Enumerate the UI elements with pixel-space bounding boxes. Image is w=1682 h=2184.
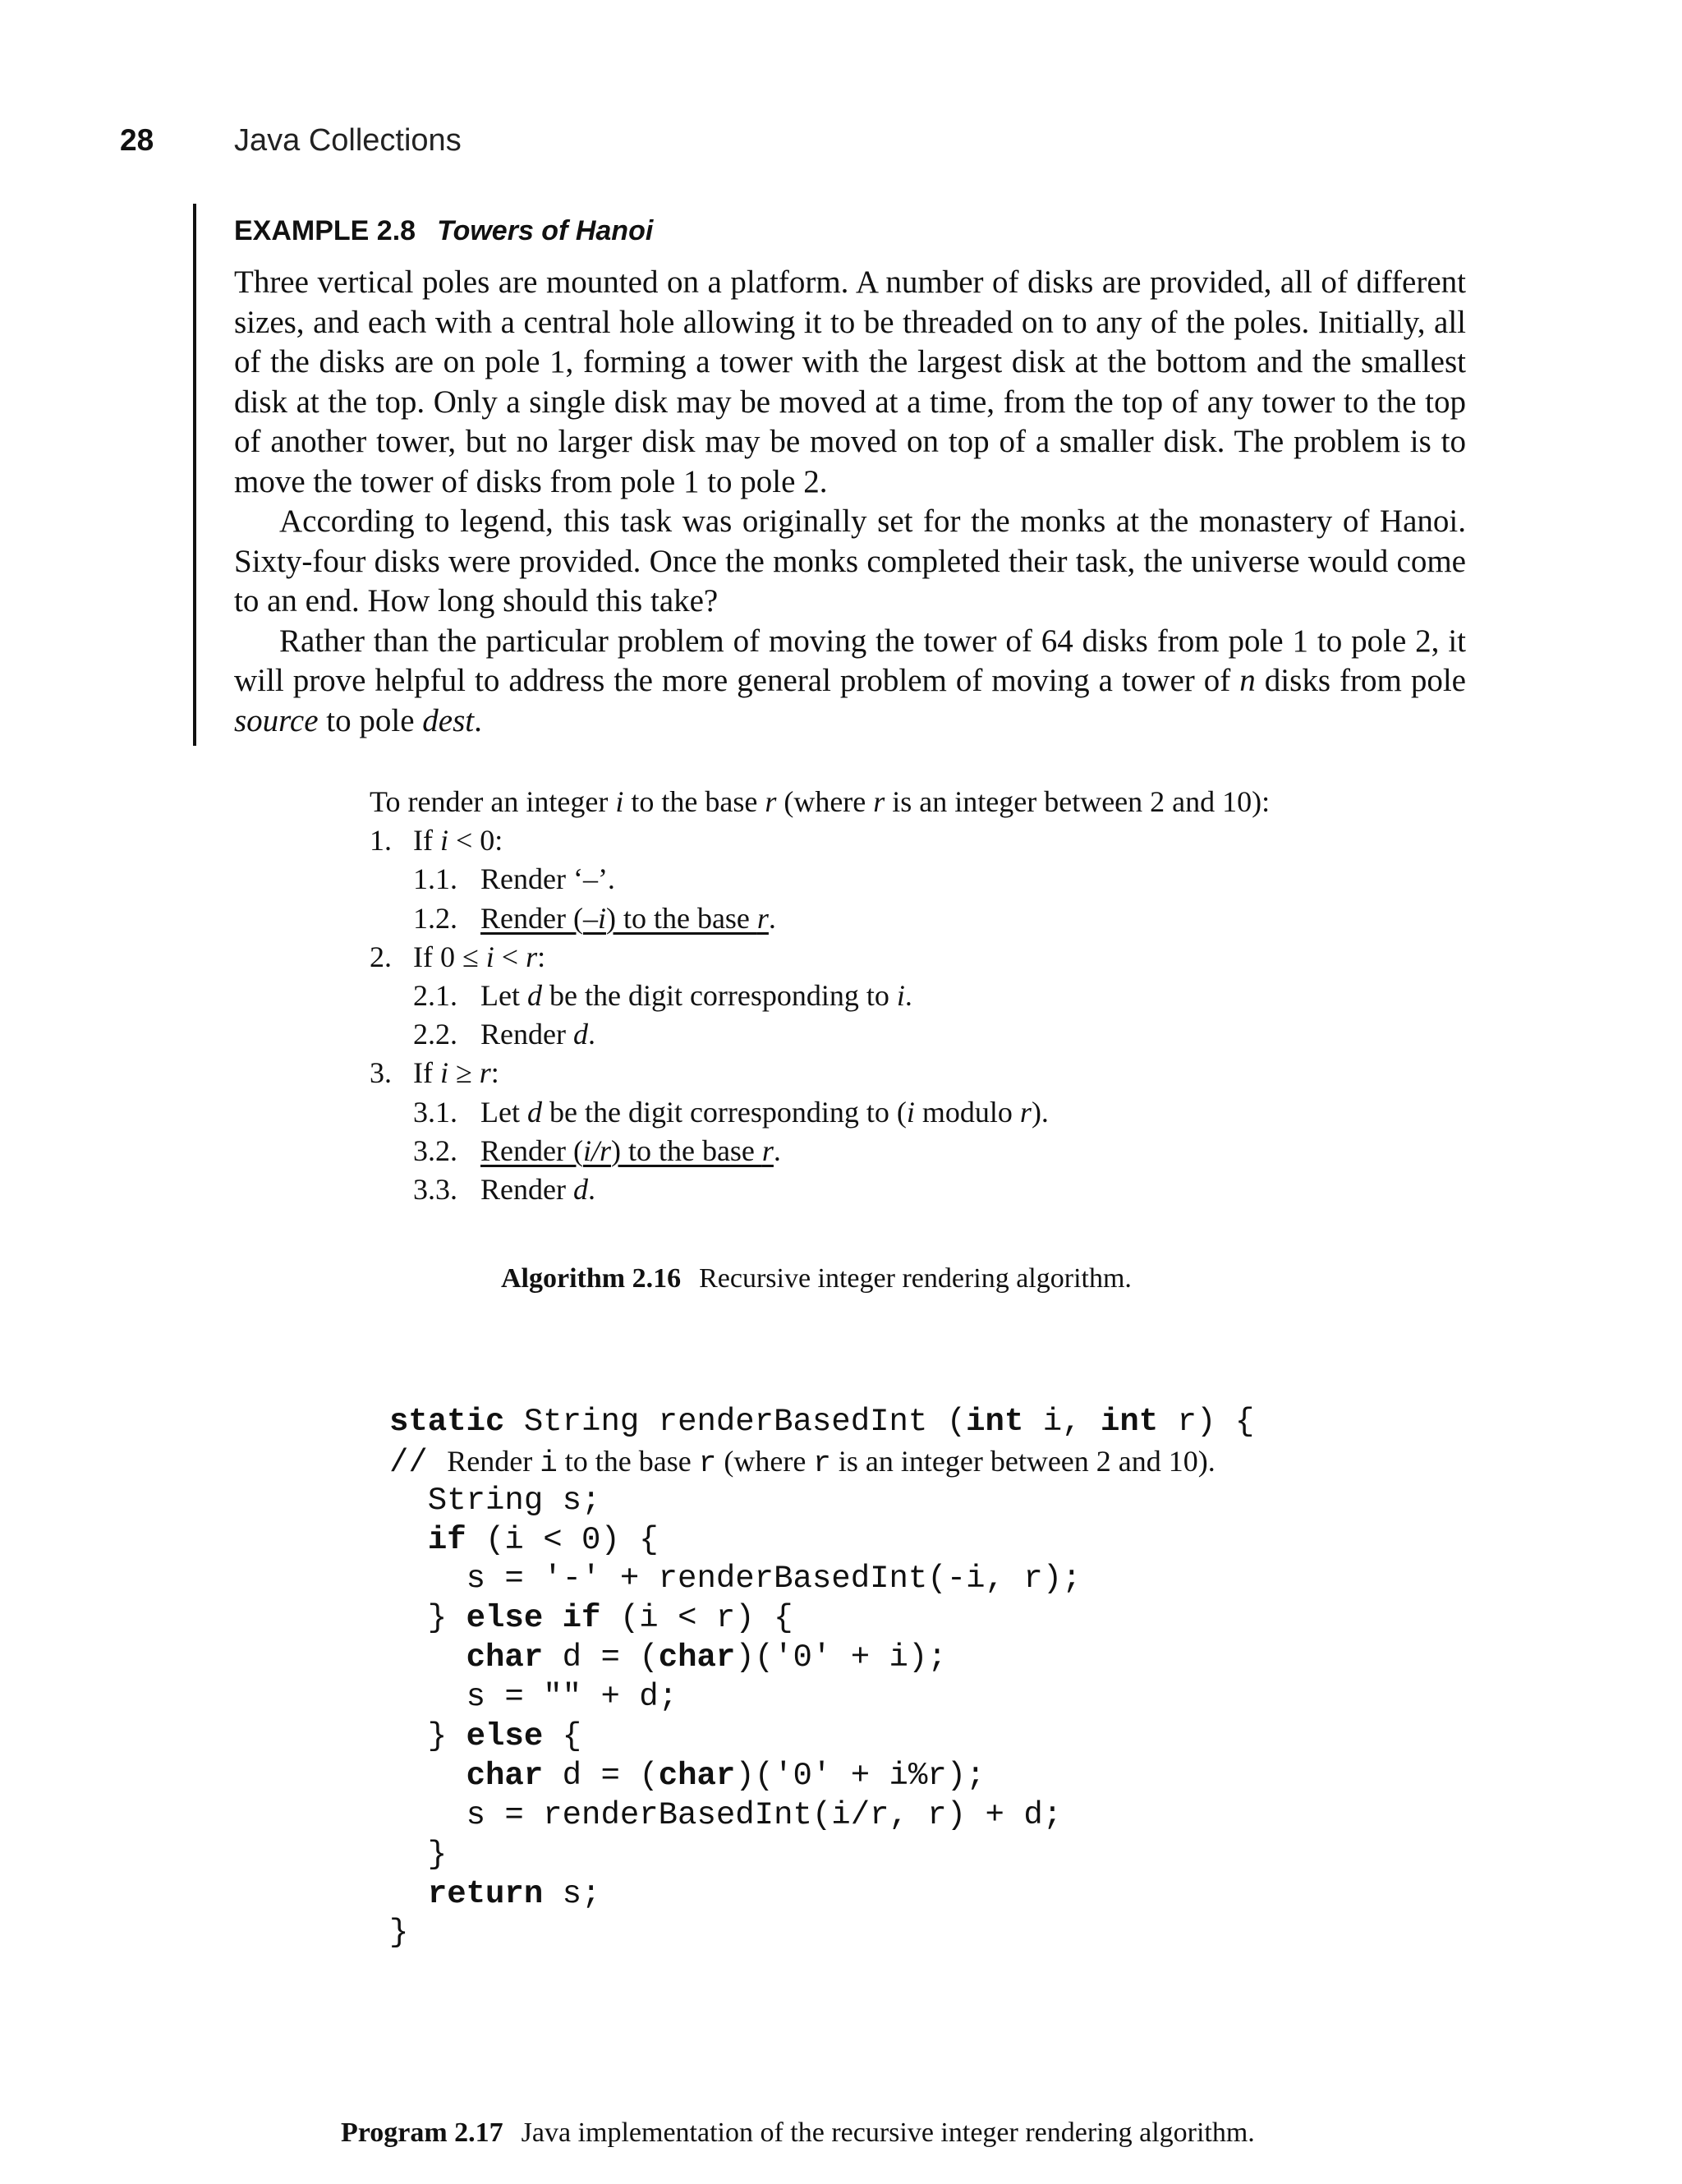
program-caption: [341, 2117, 1255, 2149]
keyword: int: [966, 1403, 1024, 1440]
text-run: To render an integer: [370, 785, 616, 818]
code-line: String s;: [389, 1482, 601, 1519]
math-var: r: [765, 785, 777, 818]
text-run: is an integer between 2 and 10):: [885, 785, 1271, 818]
code-line: }: [389, 1836, 448, 1873]
text-run: If: [413, 1056, 440, 1090]
math-var: n: [1239, 663, 1256, 698]
math-var: i/r: [582, 1133, 611, 1167]
algorithm-step-1-2: [370, 899, 1437, 938]
math-var: r: [873, 785, 885, 818]
math-var: d: [526, 979, 542, 1013]
code-text: s;: [543, 1875, 601, 1912]
text-run: modulo: [914, 1095, 1020, 1129]
keyword: char: [658, 1757, 736, 1794]
example-body: [234, 263, 1466, 741]
page-number: 28: [120, 123, 154, 157]
math-var: d: [572, 1173, 588, 1207]
math-var: dest: [422, 702, 475, 738]
algorithm-step-3-3: [370, 1170, 1437, 1209]
math-var: d: [526, 1095, 542, 1129]
math-var: i: [896, 979, 905, 1013]
math-var: –i: [582, 901, 606, 935]
math-var: i: [485, 940, 494, 973]
text-run: ) to the base: [610, 1133, 762, 1167]
text-run: ≥: [448, 1056, 480, 1090]
example-sidebar-rule: [193, 204, 196, 746]
step-number: 1.: [370, 824, 392, 858]
algorithm-intro: [370, 783, 1437, 821]
math-var: r: [756, 901, 769, 935]
code-line: [389, 1403, 1254, 1442]
code-line: s = '-' + renderBasedInt(-i, r);: [389, 1561, 1082, 1598]
comment-slashes: //: [389, 1444, 448, 1481]
code-line: [389, 1717, 1254, 1757]
text-run: Render: [480, 1018, 573, 1051]
algorithm-step-2: [370, 938, 1437, 977]
algorithm-step-3-2: [370, 1132, 1437, 1170]
code-text: )('0' + i%r);: [735, 1757, 986, 1794]
algorithm-step-2-1: [370, 977, 1437, 1015]
example-heading: [234, 215, 653, 247]
math-var: i: [439, 1056, 448, 1090]
code-text: }: [389, 1600, 466, 1637]
text-run: Render: [480, 1173, 573, 1207]
text-run: .: [768, 901, 776, 935]
text-run: <: [494, 940, 526, 973]
math-var: r: [479, 1056, 491, 1090]
example-title: Towers of Hanoi: [437, 215, 654, 246]
code-text: }: [389, 1718, 466, 1755]
text-run: :: [490, 1056, 499, 1090]
math-var: i: [906, 1095, 915, 1129]
text-run: ).: [1031, 1095, 1049, 1129]
step-number: 3.2.: [413, 1133, 457, 1167]
text-run: disks from pole: [1255, 663, 1466, 698]
text-run: Render (: [480, 901, 583, 935]
code-text: {: [543, 1718, 582, 1755]
text-run: .: [587, 1018, 595, 1051]
algorithm-step-2-2: [370, 1015, 1437, 1054]
keyword: char: [466, 1639, 544, 1676]
text-run: Let: [480, 1095, 527, 1129]
keyword: char: [466, 1757, 544, 1794]
keyword: if: [562, 1600, 601, 1637]
text-run: If 0 ≤: [413, 940, 486, 973]
code-line: [389, 1521, 1254, 1561]
step-number: 3.3.: [413, 1173, 457, 1207]
text-run: to the base: [557, 1444, 699, 1478]
text-run: :: [537, 940, 546, 973]
code-text: (i < 0) {: [466, 1521, 659, 1558]
code-comment: [447, 1445, 1216, 1478]
code-text: d = (: [543, 1639, 659, 1676]
code-line: [389, 1875, 1254, 1915]
text-run: Render: [447, 1444, 540, 1478]
code-line: [389, 1639, 1254, 1678]
step-number: 2.: [370, 940, 392, 973]
recursive-call-underlined: [480, 1134, 774, 1167]
text-run: Rather than the particular problem of moving the tower of 64 disks from pole 1 to pole 2, it will prove helpful to address the more general problem of moving a tower of: [234, 623, 1466, 698]
code-text: )('0' + i);: [735, 1639, 947, 1676]
text-run: Let: [480, 979, 527, 1013]
example-paragraph-3: [234, 622, 1466, 742]
step-number: 1.1.: [413, 862, 457, 896]
math-var: i: [615, 785, 624, 818]
code-text: String renderBasedInt (: [504, 1403, 967, 1440]
keyword: char: [658, 1639, 736, 1676]
text-run: .: [587, 1173, 595, 1207]
code-text: (i < r) {: [600, 1600, 793, 1637]
algorithm-caption: [501, 1263, 1132, 1294]
math-var: i: [439, 824, 448, 858]
keyword: else: [466, 1600, 544, 1637]
step-number: 2.2.: [413, 1018, 457, 1051]
step-number: 3.: [370, 1056, 392, 1090]
text-run: (where: [776, 785, 874, 818]
text-run: .: [474, 702, 482, 738]
algorithm-block: [370, 783, 1437, 1209]
caption-text: Java implementation of the recursive integer rendering algorithm.: [521, 2117, 1255, 2148]
text-run: (where: [716, 1444, 814, 1478]
text-run: to pole: [318, 702, 423, 738]
keyword: else: [466, 1718, 544, 1755]
running-head: Java Collections: [234, 123, 462, 158]
text-run: .: [773, 1133, 781, 1167]
code-line: s = "" + d;: [389, 1679, 678, 1716]
caption-text: Recursive integer rendering algorithm.: [699, 1263, 1132, 1294]
text-run: is an integer between 2 and 10).: [830, 1444, 1216, 1478]
algorithm-step-1-1: [370, 860, 1437, 899]
code-var: r: [698, 1446, 717, 1480]
code-line: }: [389, 1915, 409, 1952]
algorithm-step-3: [370, 1054, 1437, 1092]
text-run: If: [413, 824, 440, 858]
example-paragraph-1: Three vertical poles are mounted on a platform. A number of disks are provided, all of different sizes, and each with a central hole allowing it to be threaded on to any of the poles. Initially, all of the disks are on pole 1, forming a tower with the largest disk at the bottom and the smallest disk at the top. Only a single disk may be moved at a time, from the top of any tower to the top of another tower, but no larger disk may be moved on top of a smaller disk. The problem is to move the tower of disks from pole 1 to pole 2.: [234, 264, 1466, 499]
math-var: d: [572, 1018, 588, 1051]
math-var: r: [1019, 1095, 1032, 1129]
keyword: int: [1100, 1403, 1159, 1440]
algorithm-step-1: [370, 821, 1437, 860]
math-var: r: [761, 1133, 774, 1167]
algorithm-step-3-1: [370, 1093, 1437, 1132]
code-line: [389, 1757, 1254, 1796]
math-var: r: [526, 940, 538, 973]
text-run: Render (: [480, 1133, 583, 1167]
code-line: [389, 1599, 1254, 1639]
text-run: be the digit corresponding to (: [541, 1095, 907, 1129]
code-line: [389, 1442, 1254, 1482]
step-number: 3.1.: [413, 1095, 457, 1129]
text-run: .: [904, 979, 912, 1013]
step-number: 2.1.: [413, 979, 457, 1013]
example-label: EXAMPLE 2.8: [234, 215, 416, 246]
recursive-call-underlined: [480, 902, 769, 935]
example-paragraph-2: According to legend, this task was originally set for the monks at the monastery of Hanoi. Sixty-four disks were provided. Once the monks completed their task, the universe would come to an end. How long should this take?: [234, 503, 1466, 618]
keyword: if: [427, 1521, 466, 1558]
code-var: i: [540, 1446, 558, 1480]
text-run: to the base: [623, 785, 765, 818]
program-listing: [389, 1363, 1254, 1993]
step-number: 1.2.: [413, 901, 457, 935]
code-text: r) {: [1158, 1403, 1255, 1440]
text-run: < 0:: [448, 824, 503, 858]
text-run: Render ‘–’.: [480, 862, 615, 896]
text-run: be the digit corresponding to: [541, 979, 897, 1013]
code-var: r: [813, 1446, 831, 1480]
keyword: return: [427, 1875, 544, 1912]
text-run: ) to the base: [605, 901, 757, 935]
keyword: static: [389, 1403, 505, 1440]
caption-label: Program 2.17: [341, 2117, 503, 2148]
math-var: source: [234, 702, 319, 738]
caption-label: Algorithm 2.16: [501, 1263, 682, 1294]
code-text: d = (: [543, 1757, 659, 1794]
code-text: i,: [1023, 1403, 1101, 1440]
code-line: s = renderBasedInt(i/r, r) + d;: [389, 1796, 1063, 1833]
